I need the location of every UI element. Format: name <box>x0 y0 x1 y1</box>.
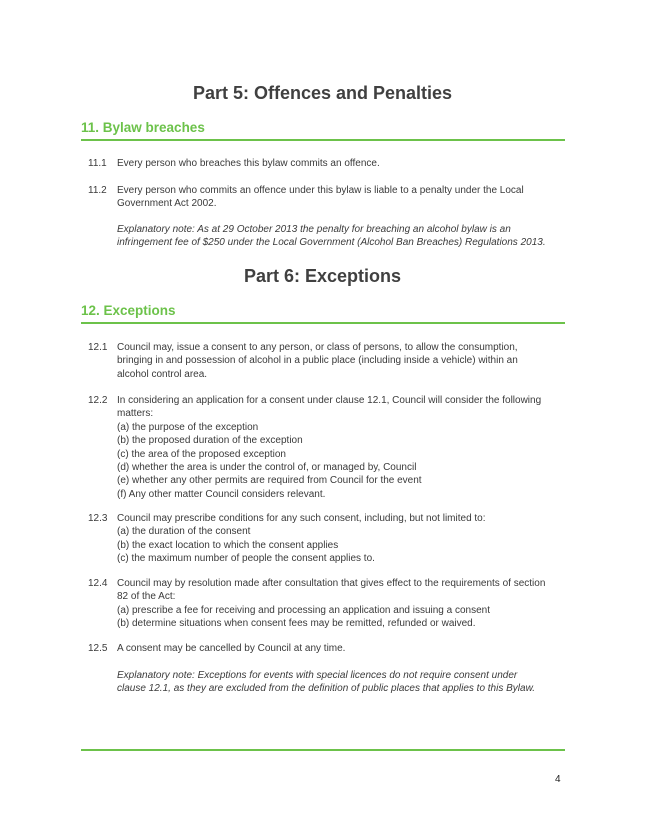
clause-number: 12.1 <box>88 342 108 353</box>
clause-text: A consent may be cancelled by Council at any time. <box>117 643 346 654</box>
explanatory-note-exceptions <box>117 669 557 696</box>
list-item: (b) the exact location to which the consent applies <box>117 539 339 551</box>
clause-12-1 <box>88 341 548 381</box>
clause-text: Council may, issue a consent to any person, or class of persons, to allow the consumption, <box>117 342 518 353</box>
clause-text: Council may by resolution made after consultation that gives effect to the requirements of section <box>117 578 546 589</box>
clause-number: 11.1 <box>88 158 107 169</box>
clause-number: 12.3 <box>88 513 108 524</box>
section-11-heading: 11. Bylaw breaches <box>81 120 565 141</box>
clause-number: 12.4 <box>88 578 108 589</box>
clause-text: Council may prescribe conditions for any such consent, including, but not limited to: <box>117 513 486 524</box>
list-item: (a) prescribe a fee for receiving and processing an application and issuing a consent <box>117 604 490 616</box>
list-item: (b) the proposed duration of the exception <box>117 435 303 447</box>
note-text: Explanatory note: As at 29 October 2013 the penalty for breaching an alcohol bylaw is an <box>117 224 511 235</box>
list-item: (a) the duration of the consent <box>117 526 251 538</box>
part-5-heading: Part 5: Offences and Penalties <box>192 83 453 103</box>
list-item: (e) whether any other permits are required from Council for the event <box>117 475 422 487</box>
clause-number: 11.2 <box>88 185 107 196</box>
clause-11-1 <box>88 157 548 170</box>
footer-divider <box>81 749 565 751</box>
clause-12-4 <box>88 577 548 631</box>
explanatory-note-penalty <box>117 223 557 250</box>
note-text: Explanatory note: Exceptions for events with special licences do not require consent under <box>117 670 518 681</box>
list-item: (d) whether the area is under the control of, or managed by, Council <box>117 462 417 474</box>
clause-12-5 <box>88 642 548 655</box>
clause-11-2 <box>88 184 548 211</box>
clause-text: Every person who breaches this bylaw commits an offence. <box>117 158 380 169</box>
clause-text: alcohol control area. <box>117 368 208 380</box>
clause-12-2 <box>88 394 548 501</box>
clause-12-3 <box>88 512 548 566</box>
clause-number: 12.5 <box>88 643 108 654</box>
part-6-heading: Part 6: Exceptions <box>243 266 402 286</box>
clause-text: Government Act 2002. <box>117 198 217 210</box>
clause-text: bringing in and possession of alcohol in a public place (including inside a vehicle) within an <box>117 355 518 367</box>
list-item: (a) the purpose of the exception <box>117 421 259 433</box>
list-item: (b) determine situations when consent fees may be remitted, refunded or waived. <box>117 618 476 630</box>
note-text: infringement fee of $250 under the Local Government (Alcohol Ban Breaches) Regulations 2013. <box>117 237 546 249</box>
note-text: clause 12.1, as they are excluded from the definition of public places that applies to this Bylaw. <box>117 683 536 695</box>
clause-text: In considering an application for a consent under clause 12.1, Council will consider the following <box>117 395 542 406</box>
section-12-heading: 12. Exceptions <box>81 303 565 324</box>
list-item: (c) the maximum number of people the consent applies to. <box>117 553 375 565</box>
list-item: (c) the area of the proposed exception <box>117 448 286 460</box>
page-number: 4 <box>555 774 561 785</box>
clause-text: matters: <box>117 408 154 420</box>
clause-number: 12.2 <box>88 395 108 406</box>
clause-text: 82 of the Act: <box>117 591 176 603</box>
clause-text: Every person who commits an offence under this bylaw is liable to a penalty under the Local <box>117 185 524 196</box>
list-item: (f) Any other matter Council considers relevant. <box>117 488 326 500</box>
